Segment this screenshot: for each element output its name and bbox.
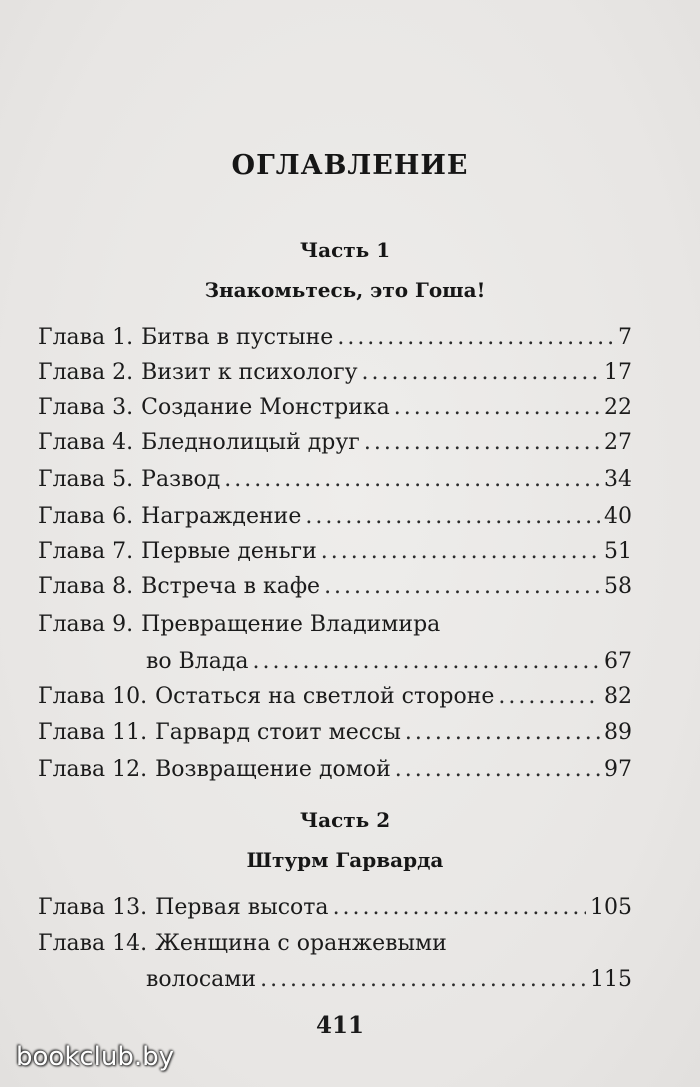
- leader-dots: [333, 891, 586, 925]
- toc-entry-chapter-9-continued[interactable]: [146, 645, 632, 679]
- leader-dots: [260, 963, 586, 997]
- chapter-title-continued: во Влада: [146, 649, 249, 674]
- chapter-label: Глава 1.: [38, 325, 134, 350]
- chapter-page: 105: [590, 895, 632, 920]
- chapter-page: 58: [604, 574, 632, 599]
- chapter-title: Развод: [141, 467, 221, 492]
- chapter-label: Глава 12.: [38, 757, 148, 782]
- chapter-page: 34: [604, 467, 632, 492]
- leader-dots: [305, 500, 600, 534]
- chapter-title: Остаться на светлой стороне: [155, 684, 495, 709]
- chapter-page: 67: [604, 649, 632, 674]
- toc-entry-chapter-6[interactable]: [38, 500, 632, 534]
- chapter-title: Бледнолицый друг: [141, 430, 360, 455]
- toc-entry-chapter-14[interactable]: [38, 927, 632, 961]
- page-title: ОГЛАВЛЕНИЕ: [231, 150, 469, 181]
- chapter-title: Возвращение домой: [155, 757, 391, 782]
- chapter-label: Глава 9.: [38, 612, 134, 637]
- toc-entry-chapter-4[interactable]: [38, 426, 632, 460]
- chapter-title: Превращение Владимира: [141, 612, 441, 637]
- chapter-label: Глава 5.: [38, 467, 134, 492]
- leader-dots: [498, 680, 600, 714]
- toc-entry-chapter-1[interactable]: [38, 321, 632, 355]
- toc-entry-chapter-7[interactable]: [38, 535, 632, 569]
- chapter-label: Глава 14.: [38, 931, 148, 956]
- chapter-label: Глава 7.: [38, 539, 134, 564]
- chapter-page: 7: [618, 325, 632, 350]
- leader-dots: [395, 753, 600, 787]
- chapter-title: Визит к психологу: [141, 360, 358, 385]
- watermark-text: bookclub.by: [16, 1042, 175, 1072]
- toc-entry-chapter-9[interactable]: [38, 608, 632, 642]
- chapter-label: Глава 3.: [38, 395, 134, 420]
- leader-dots: [253, 645, 600, 679]
- leader-dots: [394, 391, 600, 425]
- leader-dots: [362, 356, 600, 390]
- chapter-label: Глава 11.: [38, 720, 148, 745]
- part-2-name: Штурм Гарварда: [246, 848, 444, 872]
- part-2-label: Часть 2: [299, 808, 391, 832]
- leader-dots: [321, 535, 600, 569]
- leader-dots: [364, 426, 600, 460]
- chapter-title: Создание Монстрика: [141, 395, 390, 420]
- chapter-title: Гарвард стоит мессы: [155, 720, 401, 745]
- part-1-label: Часть 1: [299, 238, 391, 262]
- chapter-page: 27: [604, 430, 632, 455]
- leader-dots: [324, 570, 600, 604]
- chapter-title: Встреча в кафе: [141, 574, 321, 599]
- chapter-page: 51: [604, 539, 632, 564]
- chapter-label: Глава 6.: [38, 504, 134, 529]
- chapter-title: Битва в пустыне: [141, 325, 334, 350]
- leader-dots: [337, 321, 614, 355]
- chapter-page: 89: [604, 720, 632, 745]
- toc-entry-chapter-8[interactable]: [38, 570, 632, 604]
- chapter-page: 97: [604, 757, 632, 782]
- toc-entry-chapter-11[interactable]: [38, 716, 632, 750]
- chapter-page: 82: [604, 684, 632, 709]
- chapter-page: 17: [604, 360, 632, 385]
- toc-entry-chapter-2[interactable]: [38, 356, 632, 390]
- chapter-label: Глава 2.: [38, 360, 134, 385]
- chapter-label: Глава 10.: [38, 684, 148, 709]
- toc-entry-chapter-12[interactable]: [38, 753, 632, 787]
- toc-entry-chapter-3[interactable]: [38, 391, 632, 425]
- chapter-title: Первая высота: [155, 895, 329, 920]
- chapter-label: Глава 13.: [38, 895, 148, 920]
- chapter-title: Награждение: [141, 504, 302, 529]
- toc-entry-chapter-10[interactable]: [38, 680, 632, 714]
- chapter-page: 115: [590, 967, 632, 992]
- toc-entry-chapter-14-continued[interactable]: [146, 963, 632, 997]
- chapter-title-continued: волосами: [146, 967, 257, 992]
- part-1-name: Знакомьтесь, это Гоша!: [204, 278, 486, 302]
- chapter-title: Первые деньги: [141, 539, 317, 564]
- chapter-label: Глава 8.: [38, 574, 134, 599]
- toc-entry-chapter-5[interactable]: [38, 463, 632, 497]
- leader-dots: [224, 463, 600, 497]
- toc-entry-chapter-13[interactable]: [38, 891, 632, 925]
- chapter-page: 40: [604, 504, 632, 529]
- chapter-title: Женщина с оранжевыми: [155, 931, 447, 956]
- chapter-label: Глава 4.: [38, 430, 134, 455]
- leader-dots: [405, 716, 600, 750]
- chapter-page: 22: [604, 395, 632, 420]
- page-number: 411: [315, 1012, 364, 1039]
